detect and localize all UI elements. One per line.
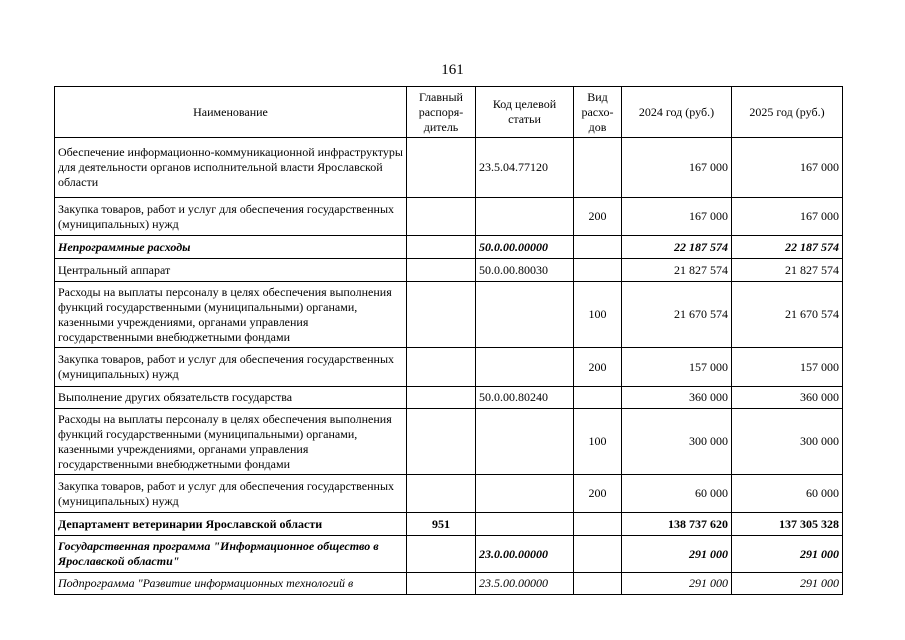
row-amount-2025: 22 187 574 — [732, 236, 843, 259]
row-amount-2024: 21 670 574 — [622, 282, 732, 348]
row-chief — [407, 409, 476, 475]
row-name: Выполнение других обязательств государства — [55, 387, 407, 409]
row-amount-2024: 291 000 — [622, 573, 732, 595]
row-chief — [407, 387, 476, 409]
row-code — [476, 198, 574, 236]
row-code: 23.0.00.00000 — [476, 536, 574, 573]
row-chief — [407, 475, 476, 513]
row-expense-type — [574, 259, 622, 282]
row-name: Закупка товаров, работ и услуг для обеспечения государственных (муниципальных) нужд — [55, 348, 407, 387]
row-amount-2025: 300 000 — [732, 409, 843, 475]
row-expense-type — [574, 387, 622, 409]
row-expense-type: 200 — [574, 198, 622, 236]
table-row — [55, 536, 843, 573]
row-amount-2024: 60 000 — [622, 475, 732, 513]
row-expense-type: 200 — [574, 475, 622, 513]
row-expense-type — [574, 513, 622, 536]
row-name: Департамент ветеринарии Ярославской области — [55, 513, 407, 536]
row-code: 50.0.00.80240 — [476, 387, 574, 409]
row-name: Обеспечение информационно-коммуникационной инфраструктуры для деятельности органов исполнительной власти Ярославской области — [55, 138, 407, 198]
row-amount-2025: 360 000 — [732, 387, 843, 409]
row-chief — [407, 198, 476, 236]
row-name: Государственная программа "Информационное общество в Ярославской области" — [55, 536, 407, 573]
row-amount-2024: 291 000 — [622, 536, 732, 573]
table-row — [55, 138, 843, 198]
row-name: Непрограммные расходы — [55, 236, 407, 259]
row-expense-type: 100 — [574, 409, 622, 475]
table-row — [55, 475, 843, 513]
row-amount-2024: 157 000 — [622, 348, 732, 387]
row-amount-2025: 21 670 574 — [732, 282, 843, 348]
header-code: Код целевой статьи — [476, 87, 574, 138]
row-code — [476, 282, 574, 348]
row-code: 50.0.00.00000 — [476, 236, 574, 259]
row-name: Закупка товаров, работ и услуг для обеспечения государственных (муниципальных) нужд — [55, 198, 407, 236]
header-name: Наименование — [55, 87, 407, 138]
row-expense-type — [574, 536, 622, 573]
row-chief — [407, 138, 476, 198]
row-name: Расходы на выплаты персоналу в целях обеспечения выполнения функций государственными (муниципальными) органами, казенными учреждениями, органами управления государственными внебюджетными фондами — [55, 282, 407, 348]
row-name: Подпрограмма "Развитие информационных технологий в — [55, 573, 407, 595]
row-code: 23.5.00.00000 — [476, 573, 574, 595]
row-name: Расходы на выплаты персоналу в целях обеспечения выполнения функций государственными (муниципальными) органами, казенными учреждениями, органами управления государственными внебюджетными фондами — [55, 409, 407, 475]
row-amount-2024: 138 737 620 — [622, 513, 732, 536]
header-2024: 2024 год (руб.) — [622, 87, 732, 138]
row-code — [476, 409, 574, 475]
row-expense-type — [574, 573, 622, 595]
table-row — [55, 259, 843, 282]
row-chief — [407, 236, 476, 259]
row-chief — [407, 259, 476, 282]
row-expense-type: 100 — [574, 282, 622, 348]
row-amount-2025: 157 000 — [732, 348, 843, 387]
table-row — [55, 282, 843, 348]
row-chief: 951 — [407, 513, 476, 536]
row-code — [476, 475, 574, 513]
table-row — [55, 236, 843, 259]
row-amount-2024: 360 000 — [622, 387, 732, 409]
row-name: Закупка товаров, работ и услуг для обеспечения государственных (муниципальных) нужд — [55, 475, 407, 513]
row-amount-2025: 167 000 — [732, 138, 843, 198]
row-amount-2025: 167 000 — [732, 198, 843, 236]
table-row — [55, 387, 843, 409]
table-row — [55, 348, 843, 387]
row-amount-2024: 167 000 — [622, 198, 732, 236]
row-amount-2025: 137 305 328 — [732, 513, 843, 536]
row-code — [476, 348, 574, 387]
row-amount-2024: 22 187 574 — [622, 236, 732, 259]
row-amount-2024: 167 000 — [622, 138, 732, 198]
row-amount-2025: 60 000 — [732, 475, 843, 513]
row-code: 50.0.00.80030 — [476, 259, 574, 282]
page-number: 161 — [441, 62, 464, 78]
header-2025: 2025 год (руб.) — [732, 87, 843, 138]
table-row — [55, 198, 843, 236]
table-row — [55, 409, 843, 475]
row-amount-2024: 21 827 574 — [622, 259, 732, 282]
table-header-row — [55, 87, 843, 138]
row-chief — [407, 573, 476, 595]
header-chief: Главный распоря-дитель — [407, 87, 476, 138]
table-row — [55, 573, 843, 595]
table-row — [55, 513, 843, 536]
row-chief — [407, 348, 476, 387]
row-chief — [407, 282, 476, 348]
row-expense-type: 200 — [574, 348, 622, 387]
row-name: Центральный аппарат — [55, 259, 407, 282]
row-chief — [407, 536, 476, 573]
row-code: 23.5.04.77120 — [476, 138, 574, 198]
budget-table — [54, 86, 843, 595]
row-code — [476, 513, 574, 536]
row-amount-2025: 291 000 — [732, 536, 843, 573]
row-amount-2025: 21 827 574 — [732, 259, 843, 282]
row-amount-2025: 291 000 — [732, 573, 843, 595]
row-amount-2024: 300 000 — [622, 409, 732, 475]
row-expense-type — [574, 236, 622, 259]
header-expense-type: Вид расхо-дов — [574, 87, 622, 138]
row-expense-type — [574, 138, 622, 198]
